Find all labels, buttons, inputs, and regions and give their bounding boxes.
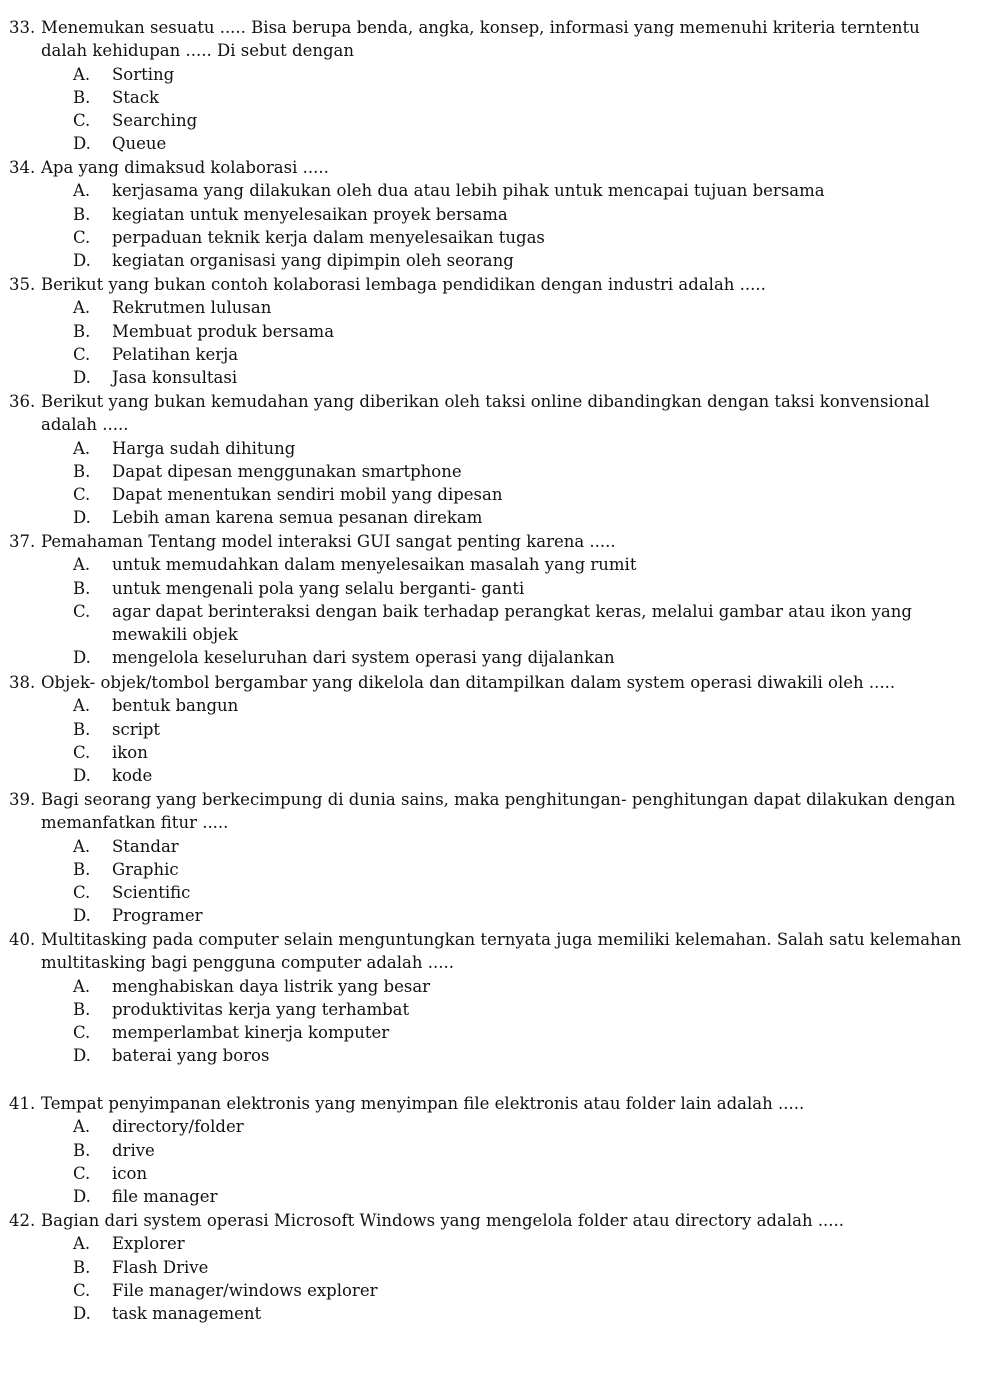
option-d [73, 1185, 969, 1208]
option-text: Flash Drive [112, 1257, 209, 1277]
option-letter: C. [73, 227, 91, 247]
option-letter: A. [73, 438, 91, 458]
option-letter: C. [73, 485, 91, 505]
question-text: Apa yang dimaksud kolaborasi ..... [41, 158, 329, 177]
option-letter: A. [73, 555, 91, 575]
option-letter: A. [73, 298, 91, 318]
option-text: Harga sudah dihitung [112, 438, 296, 458]
option-b [73, 998, 969, 1021]
option-text: Explorer [112, 1234, 185, 1254]
option-d [73, 132, 969, 155]
question-37 [9, 530, 969, 670]
option-text: directory/folder [112, 1117, 244, 1137]
option-text: Jasa konsultasi [112, 368, 238, 388]
question-text: Pemahaman Tentang model interaksi GUI sangat penting karena ..... [41, 532, 616, 551]
option-text: memperlambat kinerja komputer [112, 1023, 390, 1043]
option-a [73, 553, 969, 576]
option-a [73, 975, 969, 998]
option-d [73, 646, 969, 669]
option-letter: B. [73, 461, 91, 481]
option-b [73, 1139, 969, 1162]
question-number: 39. [9, 790, 36, 809]
option-text: Rekrutmen lulusan [112, 298, 272, 318]
option-text: Queue [112, 134, 167, 154]
option-text: produktivitas kerja yang terhambat [112, 999, 410, 1019]
option-c [73, 483, 969, 506]
option-letter: B. [73, 321, 91, 341]
question-number: 42. [9, 1211, 36, 1230]
option-letter: A. [73, 181, 91, 201]
option-letter: A. [73, 976, 91, 996]
option-letter: B. [73, 87, 91, 107]
option-c [73, 343, 969, 366]
option-text: kegiatan untuk menyelesaikan proyek bersama [112, 204, 508, 224]
option-c [73, 109, 969, 132]
option-text: agar dapat berinteraksi dengan baik terhadap perangkat keras, melalui gambar atau ikon yang mewakili objek [112, 601, 912, 645]
question-text: Bagian dari system operasi Microsoft Windows yang mengelola folder atau directory adalah ..... [41, 1211, 845, 1230]
option-d [73, 1302, 969, 1325]
option-letter: D. [73, 906, 91, 926]
option-letter: D. [73, 1046, 91, 1066]
option-text: Dapat dipesan menggunakan smartphone [112, 461, 462, 481]
question-40 [9, 928, 969, 1068]
question-41 [9, 1092, 969, 1208]
question-text: Berikut yang bukan contoh kolaborasi lembaga pendidikan dengan industri adalah ..... [41, 275, 766, 294]
option-text: Dapat menentukan sendiri mobil yang dipesan [112, 485, 503, 505]
question-34 [9, 156, 969, 272]
option-b [73, 577, 969, 600]
question-number: 33. [9, 18, 36, 37]
option-letter: A. [73, 64, 91, 84]
option-letter: C. [73, 883, 91, 903]
option-text: Stack [112, 87, 160, 107]
option-d [73, 764, 969, 787]
option-letter: C. [73, 111, 91, 131]
option-text: mengelola keseluruhan dari system operasi yang dijalankan [112, 648, 615, 668]
option-letter: C. [73, 601, 91, 621]
option-text: Graphic [112, 859, 179, 879]
option-c [73, 1021, 969, 1044]
option-c [73, 1279, 969, 1302]
question-number: 37. [9, 532, 36, 551]
option-a [73, 296, 969, 319]
question-text: Tempat penyimpanan elektronis yang menyimpan file elektronis atau folder lain adalah ..... [41, 1094, 805, 1113]
option-letter: A. [73, 1234, 91, 1254]
option-letter: D. [73, 508, 91, 528]
option-text: icon [112, 1163, 148, 1183]
question-number: 36. [9, 392, 36, 411]
option-letter: A. [73, 696, 91, 716]
option-letter: B. [73, 1257, 91, 1277]
option-b [73, 203, 969, 226]
question-number: 34. [9, 158, 36, 177]
option-b [73, 86, 969, 109]
option-b [73, 858, 969, 881]
option-text: drive [112, 1140, 155, 1160]
question-text: Objek- objek/tombol bergambar yang dikelola dan ditampilkan dalam system operasi diwakili oleh ..... [41, 673, 896, 692]
option-letter: B. [73, 578, 91, 598]
option-letter: D. [73, 1304, 91, 1324]
option-a [73, 179, 969, 202]
option-letter: B. [73, 719, 91, 739]
question-33 [9, 16, 969, 156]
option-text: Searching [112, 111, 198, 131]
option-text: untuk mengenali pola yang selalu berganti- ganti [112, 578, 525, 598]
option-letter: B. [73, 1140, 91, 1160]
option-c [73, 741, 969, 764]
option-d [73, 1044, 969, 1067]
option-text: baterai yang boros [112, 1046, 270, 1066]
option-d [73, 366, 969, 389]
option-letter: D. [73, 368, 91, 388]
option-letter: D. [73, 648, 91, 668]
option-letter: D. [73, 1187, 91, 1207]
option-a [73, 835, 969, 858]
option-letter: A. [73, 1117, 91, 1137]
option-text: Standar [112, 836, 179, 856]
option-text: kode [112, 766, 153, 786]
option-letter: A. [73, 836, 91, 856]
option-a [73, 694, 969, 717]
option-c [73, 600, 969, 647]
question-39 [9, 788, 969, 928]
option-text: untuk memudahkan dalam menyelesaikan masalah yang rumit [112, 555, 637, 575]
option-a [73, 437, 969, 460]
option-text: Lebih aman karena semua pesanan direkam [112, 508, 483, 528]
option-c [73, 1162, 969, 1185]
option-a [73, 1115, 969, 1138]
option-text: ikon [112, 742, 148, 762]
option-text: File manager/windows explorer [112, 1280, 378, 1300]
option-b [73, 1256, 969, 1279]
option-letter: D. [73, 251, 91, 271]
question-text: Berikut yang bukan kemudahan yang diberikan oleh taksi online dibandingkan dengan taksi konvensional adalah ..... [41, 392, 930, 435]
option-letter: B. [73, 999, 91, 1019]
option-text: task management [112, 1304, 262, 1324]
question-42 [9, 1209, 969, 1325]
option-text: Scientific [112, 883, 191, 903]
question-38 [9, 671, 969, 787]
option-text: kerjasama yang dilakukan oleh dua atau lebih pihak untuk mencapai tujuan bersama [112, 181, 825, 201]
option-a [73, 1232, 969, 1255]
option-letter: C. [73, 1280, 91, 1300]
option-text: Pelatihan kerja [112, 344, 239, 364]
question-number: 35. [9, 275, 36, 294]
option-text: Sorting [112, 64, 175, 84]
question-35 [9, 273, 969, 389]
option-letter: C. [73, 1163, 91, 1183]
option-letter: B. [73, 204, 91, 224]
question-text: Multitasking pada computer selain menguntungkan ternyata juga memiliki kelemahan. Salah satu kelemahan multitasking bagi pengguna computer adalah ..... [41, 930, 962, 973]
option-letter: D. [73, 134, 91, 154]
option-letter: D. [73, 766, 91, 786]
question-text: Menemukan sesuatu ..... Bisa berupa benda, angka, konsep, informasi yang memenuhi kriteria terntentu dalah kehidupan ..... Di sebut dengan [41, 18, 920, 61]
question-number: 41. [9, 1094, 36, 1113]
option-text: file manager [112, 1187, 218, 1207]
option-c [73, 226, 969, 249]
option-text: Membuat produk bersama [112, 321, 335, 341]
option-text: bentuk bangun [112, 696, 239, 716]
option-b [73, 460, 969, 483]
option-letter: B. [73, 859, 91, 879]
option-letter: C. [73, 742, 91, 762]
option-text: Programer [112, 906, 203, 926]
option-text: perpaduan teknik kerja dalam menyelesaikan tugas [112, 227, 545, 247]
option-d [73, 904, 969, 927]
question-text: Bagi seorang yang berkecimpung di dunia sains, maka penghitungan- penghitungan dapat dilakukan dengan memanfatkan fitur ..... [41, 790, 956, 833]
question-number: 40. [9, 930, 36, 949]
option-letter: C. [73, 344, 91, 364]
option-d [73, 249, 969, 272]
option-letter: C. [73, 1023, 91, 1043]
option-c [73, 881, 969, 904]
option-b [73, 320, 969, 343]
question-number: 38. [9, 673, 36, 692]
option-text: script [112, 719, 161, 739]
option-d [73, 506, 969, 529]
option-text: menghabiskan daya listrik yang besar [112, 976, 431, 996]
option-a [73, 63, 969, 86]
option-text: kegiatan organisasi yang dipimpin oleh seorang [112, 251, 514, 271]
option-b [73, 718, 969, 741]
question-36 [9, 390, 969, 530]
